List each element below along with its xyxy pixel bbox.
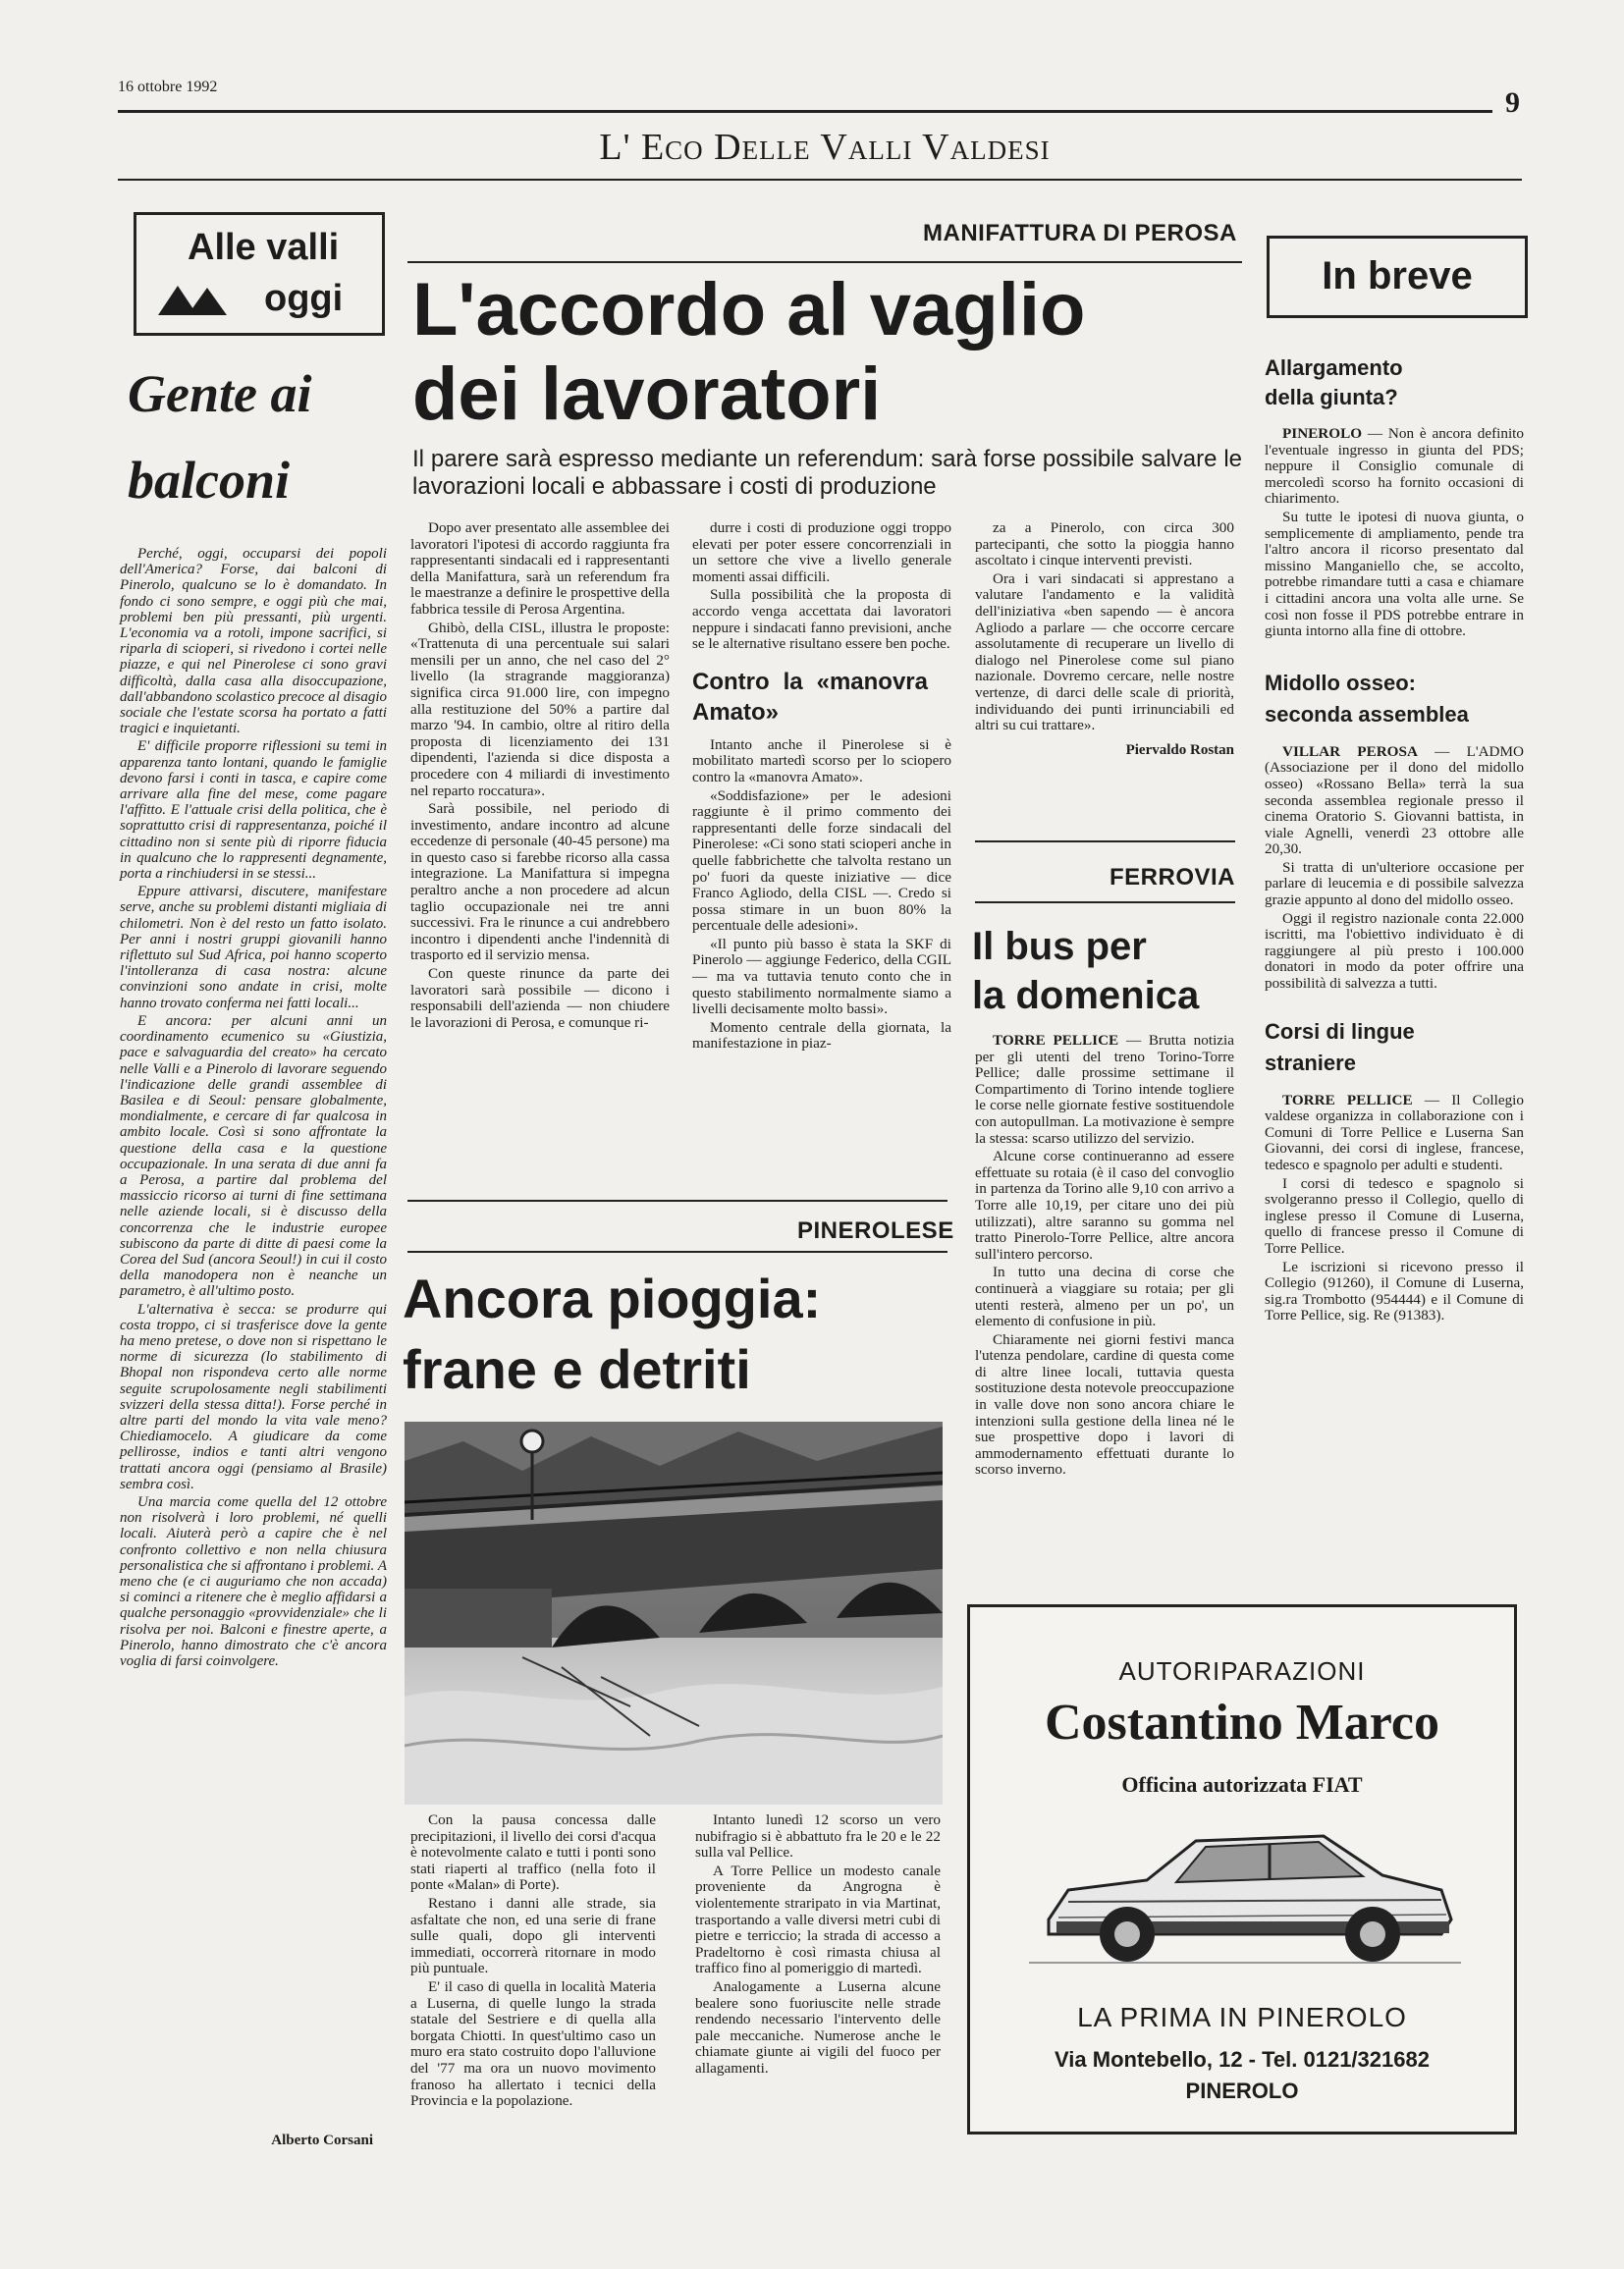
bus-kicker-rule	[975, 901, 1235, 903]
breve-body	[1265, 744, 1524, 993]
left-paragraph: Perché, oggi, occuparsi dei popoli dell'America? Forse, dai balconi di Pinerolo, qualcuno se lo è domandato. In fondo ci sono sempre, e oggi più che mai, problemi ben più pressanti, più urgenti. L'economia va a rotoli, impone sacrifici, si riparla di scioperi, si rivedono i cortei nelle piazze, e qui nel Pinerolese ci sono gravi difficoltà, dalla casa alla disoccupazione, dall'abbandono scolastico precoce al disagio sociale che l'estate scorsa ha portato a fatti tragici e inquietanti.	[120, 546, 387, 737]
bus-paragraph: Alcune corse continueranno ad essere effettuate su rotaia (è il caso del convoglio in partenza da Torino alle 9,10 con arrivo a Torre alle 10,19, per citare uno dei più utilizzati), altre saranno su gomma nel tratto Pinerolo-Torre Pellice, altre ancora sull'intero percorso.	[975, 1148, 1234, 1263]
breve-title-line: Midollo osseo:	[1265, 670, 1416, 695]
main-paragraph: za a Pinerolo, con circa 300 partecipanti, che sotto la pioggia hanno ascoltato i cinque interventi previsti.	[975, 519, 1234, 569]
main-paragraph: Dopo aver presentato alle assemblee dei lavoratori l'ipotesi di accordo raggiunta fra rappresentanti sindacali ed i rappresentanti della Manifattura, sarà un referendum fra le maestranze a definire le prospettive della fabbrica tessile di Perosa Argentina.	[410, 519, 670, 618]
rain-col1	[410, 1812, 656, 2112]
breve-paragraph	[1265, 426, 1524, 508]
breve-title	[1265, 668, 1524, 730]
rain-headline-line1: Ancora pioggia:	[403, 1268, 822, 1329]
breve-body	[1265, 426, 1524, 640]
main-col3	[975, 520, 1234, 758]
main-col2	[692, 520, 951, 1054]
left-paragraph: E ancora: per alcuni anni un coordinamento ecumenico su «Giustizia, pace e salvaguardia del creato» ha cercato nelle Valli e a Pinerolo di lavorare seguendo l'indicazione delle grandi assemblee di Basilea e di Seoul: pensare globalmente, mondialmente, e cercare di far qualcosa in ambito locale. Così si sono affrontate la questione della casa e la questione occupazionale. In una serata di due anni fa a Perosa, a partire dal problema del massiccio ricorso ai turni di fine settimana nelle aziende locali, si è discusso della concorrenza che le industrie europee subiscono da parte di ditte di paesi come la Corea del Sud (ancora Seoul!) in cui il costo della manodopera non è neanche un parametro, è all'ultimo posto.	[120, 1012, 387, 1300]
advert-address: Via Montebello, 12 - Tel. 0121/321682	[1055, 2047, 1430, 2072]
advert-subtitle: Officina autorizzata FIAT	[1121, 1772, 1363, 1797]
left-paragraph: E' difficile proporre riflessioni su temi in apparenza tanto lontani, quando le famiglie devono farsi i conti in tasca, e capire come arrivare alla fine del mese, come pagare l'affitto. E l'attuale crisi della politica, che è soprattutto crisi di rappresentanza, poiché il cittadino non si sente più di riporre fiducia in qualcuno che lo rappresenti degnamente, porta a rinchiudersi in se stessi...	[120, 738, 387, 883]
rain-paragraph: Con la pausa concessa dalle precipitazioni, il livello dei corsi d'acqua è notevolmente calato e tutti i ponti sono stati riaperti al traffico (nella foto il ponte «Malan» di Porte).	[410, 1811, 656, 1894]
header-rule-bottom	[118, 179, 1522, 181]
breve-paragraph	[1265, 744, 1524, 858]
main-paragraph: Ghibò, della CISL, illustra le proposte: «Trattenuta di una percentuale sui salari mensili per un anno, che nel caso del 2° livello (la stragrande maggioranza) significa circa 91.000 lire, con impegno alla restituzione del 50% a partire dal marzo '94. In cambio, oltre al ritiro della proposta di licenziamento dei 131 dipendenti, l'azienda si dice disposta a procedere con 4 miliardi di investimento nel reparto roccatura».	[410, 619, 670, 799]
breve-title-line: Allargamento	[1265, 355, 1403, 380]
main-deck: Il parere sarà espresso mediante un referendum: sarà forse possibile salvare le lavorazioni locali e abbassare i costi di produzione	[412, 446, 1242, 500]
main-paragraph: Sulla possibilità che la proposta di accordo venga accettata dai lavoratori neppure i sindacati fanno previsioni, anche se le alternative risultano essere ben poche.	[692, 586, 951, 653]
advert-slogan: LA PRIMA IN PINEROLO	[1077, 2002, 1407, 2032]
bridge-flood-photo	[405, 1422, 943, 1805]
rain-paragraph: A Torre Pellice un modesto canale proveniente da Angrogna è violentemente straripato in via Martinat, trasportando a valle diversi metri cubi di pietre e terriccio; la strada di accesso a Pradeltorno è così rimasta chiusa al traffico fino al pomeriggio di martedì.	[695, 1862, 941, 1977]
left-column-body	[120, 546, 387, 1671]
main-paragraph: «Il punto più basso è stata la SKF di Pinerolo — aggiunge Federico, della CGIL — ma va tuttavia tenuto conto che in questo stabilimento normalmente siamo a livelli decisamente molto bassi».	[692, 935, 951, 1018]
advert-city: PINEROLO	[1185, 2079, 1299, 2103]
main-bottom-rule	[407, 1200, 947, 1202]
breve-dateline: TORRE PELLICE	[1282, 1091, 1413, 1108]
breve-paragraph: Si tratta di un'ulteriore occasione per parlare di leucemia e di possibile salvezza grazie appunto al dono del midollo osseo.	[1265, 858, 1524, 909]
breve-paragraph-text: — L'ADMO (Associazione per il dono del midollo osseo) «Rossano Bella» terrà la sua seconda assemblea regionale presso il cinema Oratorio S. Giovanni battista, in viale Agnelli, venerdì 23 ottobre alle 20,30.	[1265, 742, 1524, 858]
rain-paragraph: Analogamente a Luserna alcune bealere sono fuoriuscite nelle strade rendendo necessario l'intervento delle pale meccaniche. Numerose anche le chiamate giunte ai vigili del fuoco per allagamenti.	[695, 1977, 941, 2077]
breve-title-line: Corsi di lingue	[1265, 1018, 1415, 1044]
left-byline: Alberto Corsani	[271, 2133, 373, 2148]
rain-paragraph: E' il caso di quella in località Materia a Luserna, di quelle lungo la strada statale del Sestriere e di quella alla borgata Chiotti. In quest'ultimo caso un muro era stato costruito dopo l'alluvione del '77 ma ora un nuovo movimento franoso ha allertato i tecnici della Provincia e la popolazione.	[410, 1977, 656, 2110]
left-title-line2: balconi	[128, 451, 291, 510]
breve-paragraph: Oggi il registro nazionale conta 22.000 iscritti, ma l'obiettivo individuato è di raggiungere al più presto i 100.000 donatori in modo da poter offrire una possibilità di salvezza a tutti.	[1265, 909, 1524, 993]
bus-paragraph-text: — Brutta notizia per gli utenti del treno Torino-Torre Pellice; dalle prossime settimane il Compartimento di Torino intende togliere le corse nelle giornate festive sostituendole con autopullman. La motivazione è sempre la stessa: scarso utilizzo del servizio.	[975, 1032, 1234, 1147]
bus-paragraph: Chiaramente nei giorni festivi manca l'utenza pendolare, cardine di questa come di altre linee locali, tuttavia questa sostituzione desta notevole preoccupazione in valle dove non sono ancora chiare le intenzioni sulla gestione della linea né le sue prospettive dopo i lavori di ammodernamento effettuati durante lo scorso inverno.	[975, 1330, 1234, 1479]
header-rule-top	[118, 110, 1492, 113]
main-paragraph: «Soddisfazione» per le adesioni raggiunte è il primo commento dei rappresentanti delle forze sindacali del Pinerolese: «Ci sono stati scioperi anche in quelle fabbrichette che talvolta restano un po' fuori da queste iniziative — dice Franco Agliodo, della CISL —. Credo si possa stimare in un buon 80% la percentuale delle adesioni».	[692, 786, 951, 935]
bus-kicker: FERROVIA	[1110, 864, 1236, 891]
in-breve-column	[1265, 353, 1524, 1326]
rain-kicker-rule	[407, 1251, 947, 1253]
advert-box	[967, 1604, 1517, 2134]
box-line2: oggi	[264, 278, 344, 319]
rain-headline-line2: frane e detriti	[403, 1338, 751, 1400]
breve-title	[1265, 353, 1524, 412]
bus-headline-line2: la domenica	[972, 974, 1200, 1017]
alle-valli-box	[134, 212, 385, 336]
main-subhead: Contro la «manovra Amato»	[692, 668, 928, 726]
bus-paragraph: In tutto una decina di corse che continuerà a viaggiare su rotaia; per gli utenti resterà, almeno per un po', un elemento di confusione in più.	[975, 1264, 1234, 1330]
breve-title-line: seconda assemblea	[1265, 701, 1469, 727]
main-paragraph: durre i costi di produzione oggi troppo elevati per poter essere concorrenziali in un settore che vive a livello generale momenti assai difficili.	[692, 519, 951, 585]
box-line1: Alle valli	[188, 227, 340, 268]
main-kicker: MANIFATTURA DI PEROSA	[923, 220, 1237, 246]
rain-kicker: PINEROLESE	[797, 1217, 954, 1244]
masthead: L' Eco Delle Valli Valdesi	[599, 127, 1051, 168]
main-paragraph: Intanto anche il Pinerolese si è mobilitato martedì scorso per lo sciopero contro la «manovra Amato».	[692, 735, 951, 785]
in-breve-title: In breve	[1322, 254, 1473, 297]
bus-dateline: TORRE PELLICE	[993, 1032, 1119, 1049]
page-number: 9	[1505, 86, 1520, 119]
main-paragraph: Sarà possibile, nel periodo di investimento, andare incontro ad alcune eccedenze di personale (40-45 persone) ma in questo caso si farebbe ricorso alla cassa integrazione. La Manifattura si impegna peraltro anche a non procedere ad alcun taglio occupazionale nei tre anni successivi. Fra le rinunce a cui andrebbero incontro i dipendenti anche l'indennità di trasporto ed il servizio mensa.	[410, 800, 670, 964]
advert-line1: AUTORIPARAZIONI	[1118, 1656, 1366, 1686]
left-paragraph: Una marcia come quella del 12 ottobre non risolverà i loro problemi, né quelli locali. Aiuterà però a capire che è nel confronto collettivo e non nella chiusura personalistica che si affrontano i problemi. A meno che (e ci auguriamo che non accada) si cominci a ritenere che è meglio affidarsi a qualche personaggio «provvidenziale» che li risolva per noi. Balconi e finestre aperte, a Pinerolo, hanno dimostrato che c'è ancora voglia di farsi coinvolgere.	[120, 1493, 387, 1670]
main-headline-line1: L'accordo al vaglio	[412, 268, 1086, 351]
breve-dateline: VILLAR PEROSA	[1282, 742, 1418, 760]
main-paragraph: Con queste rinunce da parte dei lavoratori sarà possibile — dicono i responsabili dell'azienda — non chiudere le lavorazioni di Perosa, e comunque ri-	[410, 965, 670, 1031]
breve-title-line: straniere	[1265, 1050, 1356, 1075]
main-byline: Piervaldo Rostan	[1125, 741, 1234, 758]
bus-top-rule	[975, 840, 1235, 842]
breve-title	[1265, 1016, 1524, 1079]
left-paragraph: L'alternativa è secca: se produrre qui costa troppo, ci si trasferisce dove la gente ha meno pretese, o dove non si rispettano le norme di sicurezza (lo stabilimento di Bhopal non rispondeva certo alle norme seguite scrupolosamente negli stabilimenti svizzeri della stessa ditta!). Forse perché in altre parti del mondo la vita vale meno? Chiediamocelo. A giudicare da come pellirosse, indios e tanti altri vengono trattati ancora oggi (pensiamo al Brasile) sembra così.	[120, 1301, 387, 1492]
left-paragraph: Eppure attivarsi, discutere, manifestare serve, anche su problemi distanti migliaia di chilometri. Non è del resto un fatto isolato. Per anni i nostri gruppi giovanili hanno riflettuto sul Sud Africa, poi hanno scoperto l'intolleranza di casa nostra: alcune convinzioni sono andate in crisi, molte hanno trovato conferma nei fatti locali...	[120, 884, 387, 1011]
issue-date: 16 ottobre 1992	[118, 79, 218, 95]
breve-title-line: della giunta?	[1265, 385, 1398, 409]
car-illustration	[1029, 1811, 1461, 1978]
main-kicker-rule	[407, 261, 1242, 263]
bus-body	[975, 1033, 1234, 1481]
left-title-line1: Gente ai	[128, 364, 312, 423]
rain-paragraph: Restano i danni alle strade, sia asfaltate che non, ed una serie di frane sulle quali, dopo gli interventi immediati, occorrerà ritornare in modo più puntuale.	[410, 1894, 656, 1977]
main-paragraph: Momento centrale della giornata, la manifestazione in piaz-	[692, 1018, 951, 1053]
breve-paragraph	[1265, 1093, 1524, 1174]
breve-paragraph-text: — Non è ancora definito l'eventuale ingresso in giunta del PDS; neppure il Consiglio comunale di mercoledì scorso ha fornito occasioni di chiarimento.	[1265, 425, 1524, 508]
rain-col2	[695, 1812, 941, 2080]
rain-paragraph: Intanto lunedì 12 scorso un vero nubifragio si è abbattuto fra le 20 e le 22 sulla val Pellice.	[695, 1811, 941, 1862]
breve-paragraph: I corsi di tedesco e spagnolo si svolgeranno presso il Collegio, quello di inglese presso il Comune di Luserna, quello di francese presso il Comune di Torre Pellice.	[1265, 1174, 1524, 1257]
main-col1	[410, 520, 670, 1033]
breve-dateline: PINEROLO	[1282, 425, 1363, 442]
bus-paragraph	[975, 1033, 1234, 1147]
breve-paragraph: Le iscrizioni si ricevono presso il Collegio (91260), il Comune di Luserna, sig.ra Trombotto (954444) e il Comune di Torre Pellice, sig. Re (91383).	[1265, 1258, 1524, 1324]
main-headline-line2: dei lavoratori	[412, 352, 882, 436]
breve-body	[1265, 1093, 1524, 1324]
in-breve-box	[1267, 236, 1528, 318]
mountains-icon	[158, 284, 229, 315]
breve-paragraph: Su tutte le ipotesi di nuova giunta, o semplicemente di ampliamento, pende tra l'altro ancora il ricorso presentato dal missino Manganiello che, se accolto, potrebbe rimandare tutti a casa e chiamare i cittadini ancora una volta alle urne. Se così non fosse il PDS potrebbe entrare in giunta intorno alla fine di ottobre.	[1265, 508, 1524, 640]
bus-headline-line1: Il bus per	[972, 925, 1147, 968]
main-paragraph: Ora i vari sindacati si apprestano a valutare l'andamento e la validità dell'iniziativa «ben sapendo — è ancora Agliodo a parlare — che occorre cercare assolutamente di recuperare un livello di dialogo nel Pinerolese come sul piano nazionale. Dovremo cercare, nelle nostre vertenze, di darci delle scale di priorità, individuando dei punti irrinunciabili ed altri su cui trattare».	[975, 569, 1234, 734]
breve-paragraph-text: — Il Collegio valdese organizza in collaborazione con i Comuni di Torre Pellice e Luserna San Giovanni, dei corsi di inglese, francese, tedesco e spagnolo per adulti e studenti.	[1265, 1091, 1524, 1173]
advert-name: Costantino Marco	[1044, 1695, 1439, 1751]
